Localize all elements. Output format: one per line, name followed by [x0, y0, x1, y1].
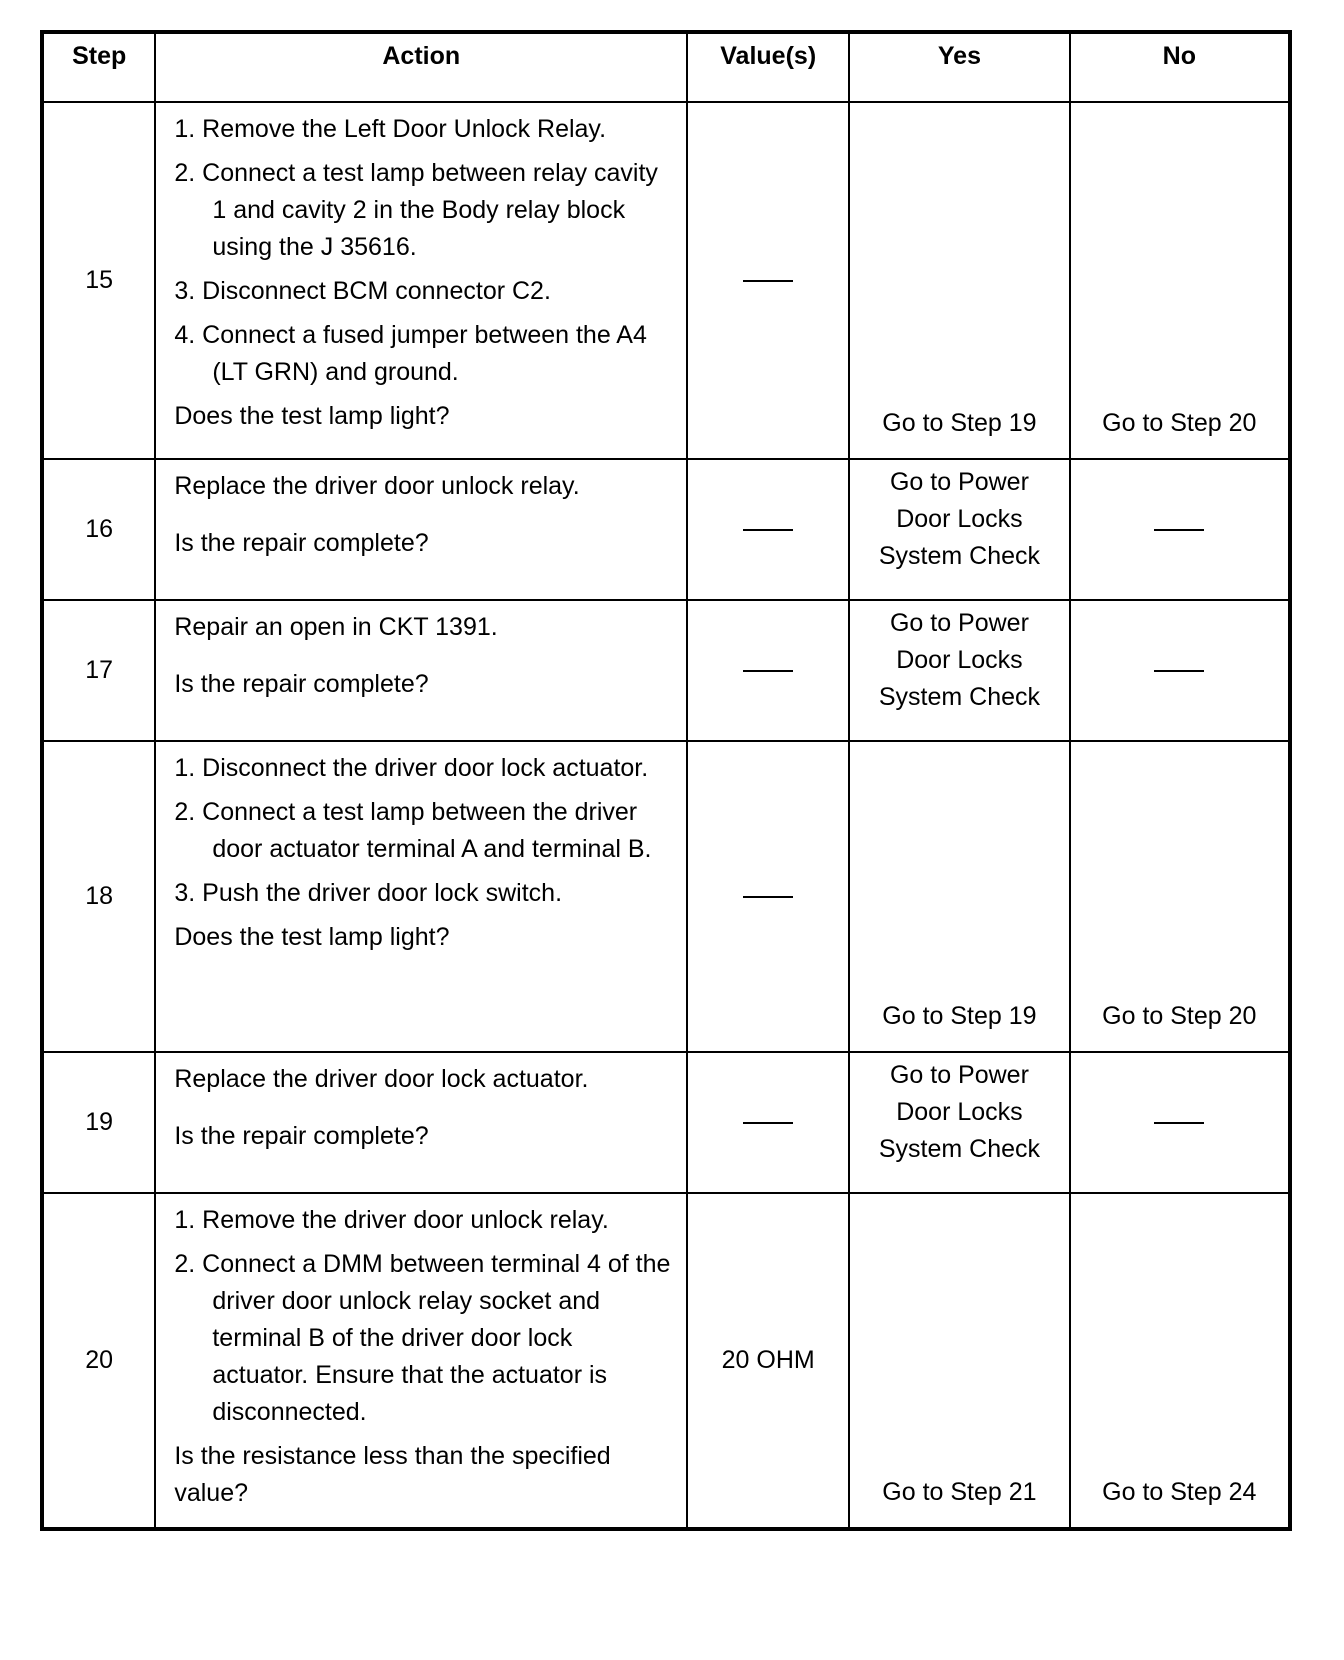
action-cell: [155, 741, 687, 1052]
step-number: 20: [42, 1193, 155, 1529]
value-cell: [687, 741, 849, 1052]
no-cell: Go to Step 20: [1070, 741, 1290, 1052]
yes-cell: Go to Step 21: [849, 1193, 1069, 1529]
value-dash: [743, 896, 793, 899]
action-item: 1. Remove the Left Door Unlock Relay.: [174, 115, 607, 143]
table-row: [42, 102, 1290, 459]
value-cell: [687, 1052, 849, 1193]
action-question: Is the repair complete?: [174, 1122, 429, 1150]
table-row: [42, 600, 1290, 741]
action-cell: [155, 1052, 687, 1193]
header-row: [42, 32, 1290, 102]
step-number: 16: [42, 459, 155, 600]
action-question: Does the test lamp light?: [174, 923, 450, 951]
table-row: [42, 1193, 1290, 1529]
no-cell: [1070, 459, 1290, 600]
no-dash: [1154, 1122, 1204, 1125]
action-item: 3. Disconnect BCM connector C2.: [174, 277, 551, 305]
action-question: Does the test lamp light?: [174, 402, 450, 430]
action-item: 2. Connect a DMM between terminal 4 of the driver door unlock relay socket and terminal B of the driver door lock actuator. Ensure that the actuator is disconnected.: [174, 1250, 671, 1426]
step-number: 17: [42, 600, 155, 741]
header-no: No: [1070, 32, 1290, 102]
diagnostic-table-page: [40, 30, 1292, 1531]
action-item: 4. Connect a fused jumper between the A4 (LT GRN) and ground.: [174, 321, 647, 386]
action-cell: [155, 459, 687, 600]
action-item: 1. Remove the driver door unlock relay.: [174, 1206, 609, 1234]
value-cell: 20 OHM: [687, 1193, 849, 1529]
no-dash: [1154, 670, 1204, 673]
value-cell: [687, 459, 849, 600]
no-cell: Go to Step 24: [1070, 1193, 1290, 1529]
yes-cell: Go to Step 19: [849, 102, 1069, 459]
action-item: 2. Connect a test lamp between relay cavity 1 and cavity 2 in the Body relay block using the J 35616.: [174, 159, 658, 261]
yes-cell: Go to Step 19: [849, 741, 1069, 1052]
value-dash: [743, 280, 793, 283]
yes-cell: Go to Power Door Locks System Check: [849, 1052, 1069, 1193]
action-text: Replace the driver door unlock relay.: [174, 472, 580, 500]
step-number: 18: [42, 741, 155, 1052]
action-item: 1. Disconnect the driver door lock actuator.: [174, 754, 649, 782]
value-dash: [743, 670, 793, 673]
action-question: Is the resistance less than the specified value?: [174, 1442, 611, 1507]
action-item: 3. Push the driver door lock switch.: [174, 879, 563, 907]
no-cell: [1070, 600, 1290, 741]
action-text: Repair an open in CKT 1391.: [174, 613, 498, 641]
header-values: Value(s): [687, 32, 849, 102]
header-action: Action: [155, 32, 687, 102]
diagnostic-table: [40, 30, 1292, 1531]
no-cell: Go to Step 20: [1070, 102, 1290, 459]
no-cell: [1070, 1052, 1290, 1193]
action-cell: [155, 1193, 687, 1529]
value-dash: [743, 1122, 793, 1125]
action-cell: [155, 102, 687, 459]
value-cell: [687, 600, 849, 741]
value-dash: [743, 529, 793, 532]
table-row: [42, 459, 1290, 600]
step-number: 15: [42, 102, 155, 459]
header-yes: Yes: [849, 32, 1069, 102]
header-step: Step: [42, 32, 155, 102]
step-number: 19: [42, 1052, 155, 1193]
value-cell: [687, 102, 849, 459]
action-cell: [155, 600, 687, 741]
action-question: Is the repair complete?: [174, 529, 429, 557]
table-row: [42, 1052, 1290, 1193]
no-dash: [1154, 529, 1204, 532]
yes-cell: Go to Power Door Locks System Check: [849, 600, 1069, 741]
action-text: Replace the driver door lock actuator.: [174, 1065, 589, 1093]
table-row: [42, 741, 1290, 1052]
action-item: 2. Connect a test lamp between the driver door actuator terminal A and terminal B.: [174, 798, 652, 863]
action-question: Is the repair complete?: [174, 670, 429, 698]
yes-cell: Go to Power Door Locks System Check: [849, 459, 1069, 600]
